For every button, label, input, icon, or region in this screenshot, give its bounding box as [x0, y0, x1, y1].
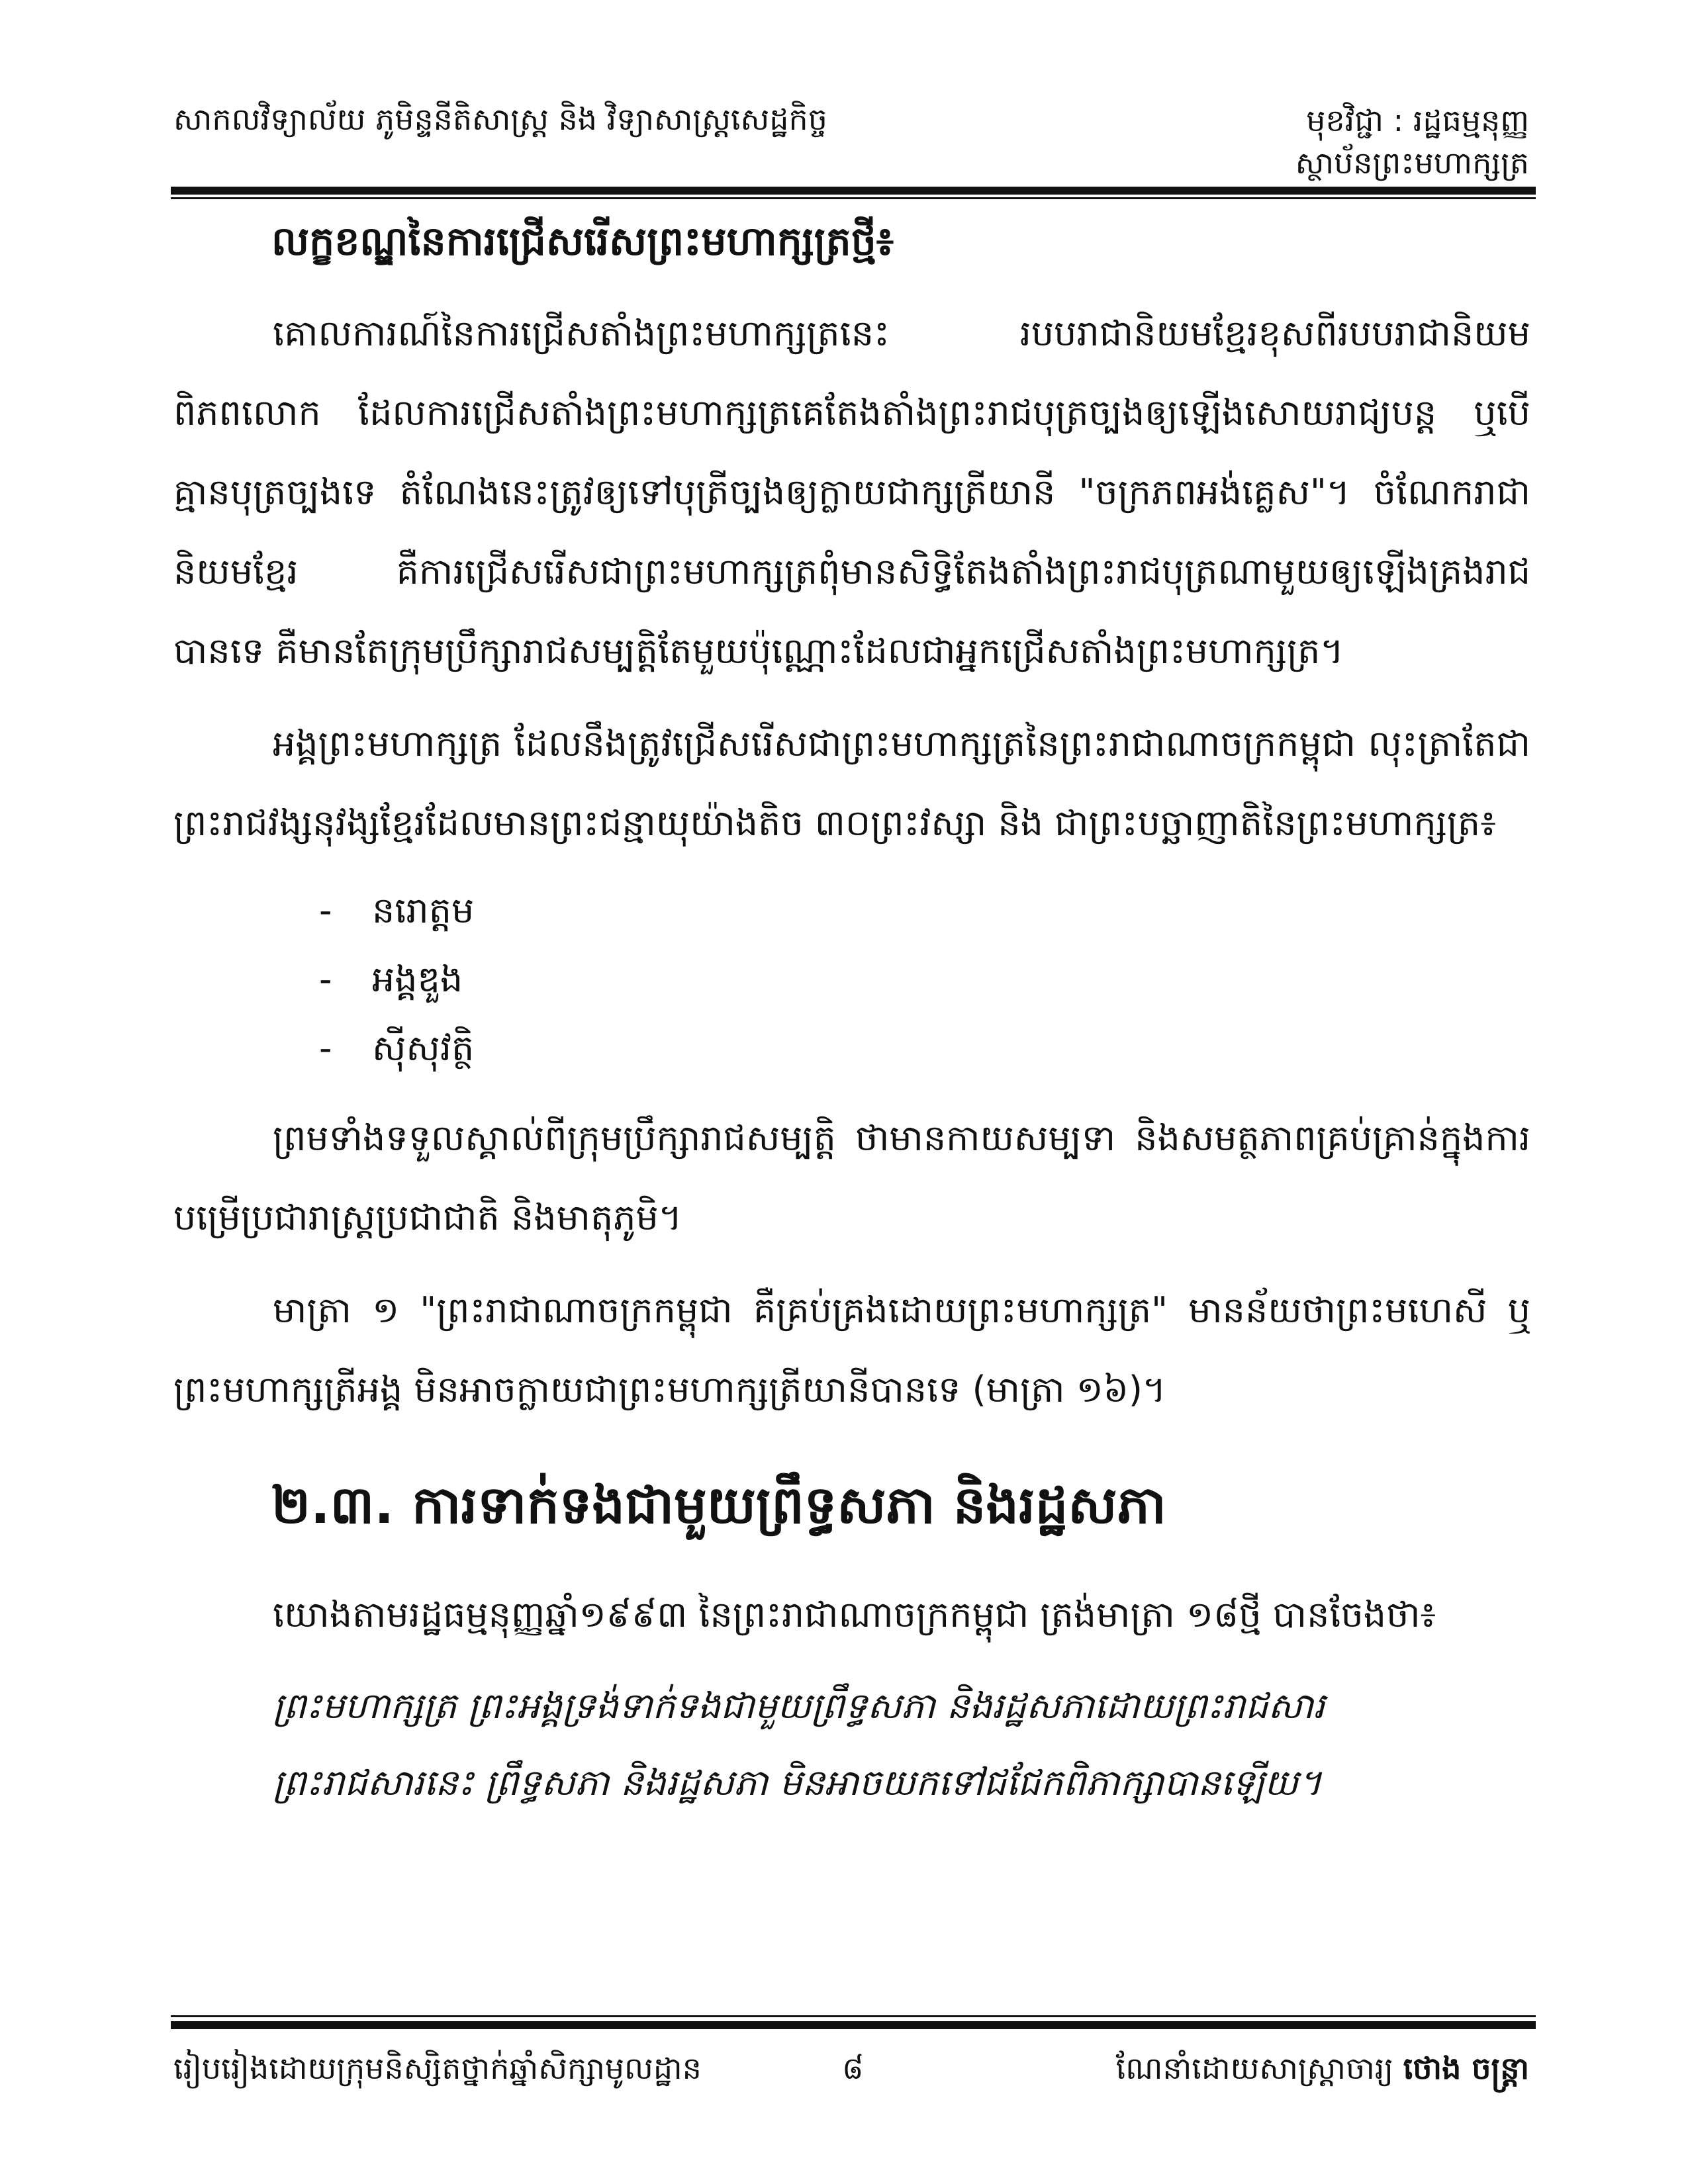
list-item: - អង្គឌួង [319, 945, 1530, 1014]
footer-advisor-label: ណែនាំដោយសាស្ត្រាចារ្យ [1115, 2050, 1394, 2086]
paragraph-5: យោងតាមរដ្ឋធម្មនុញ្ញឆ្នាំ១៩៩៣ នៃព្រះរាជាណាចក្រកម្ពុជា ត្រង់មាត្រា ១៨ថ្មី បានចែងថា៖ [273, 1594, 1436, 1635]
paragraph-3: ព្រមទាំងទទួលស្គាល់ពីក្រុមប្រឹក្សារាជសម្បត្តិ ថាមានកាយសម្បទា និងសមត្ថភាពគ្រប់គ្រាន់ក្នុងការបម្រើប្រជារាស្ត្រប្រជាជាតិ និងមាតុភូមិ។ [173, 1117, 1530, 1238]
royal-lineage-list [173, 876, 1530, 1083]
paragraph-1: គោលការណ៍នៃការជ្រើសតាំងព្រះមហាក្សត្រនេះ របបរាជានិយមខ្មែរខុសពីរបបរាជានិយមពិភពលោក ដែលការជ្រើសតាំងព្រះមហាក្សត្រគេតែងតាំងព្រះរាជបុត្រច្បងឲ្យឡើងសោយរាជ្យបន្ត ឬបើគ្មានបុត្រច្បងទេ តំណែងនេះត្រូវឲ្យទៅបុត្រីច្បងឲ្យក្លាយជាក្សត្រីយានី "ចក្រភពអង់គ្លេស"។ ចំណែករាជានិយមខ្មែរ គឺការជ្រើសរើសជាព្រះមហាក្សត្រពុំមានសិទ្ធិតែងតាំងព្រះរាជបុត្រណាមួយឲ្យឡើងគ្រងរាជបានទេ គឺមានតែក្រុមប្រឹក្សារាជសម្បត្តិតែមួយប៉ុណ្ណោះដែលជាអ្នកជ្រើសតាំងព្រះមហាក្សត្រ។ [173, 312, 1530, 672]
quote-line-1: ព្រះមហាក្សត្រ ព្រះអង្គទ្រង់ទាក់ទងជាមួយព្រឹទ្ធសភា និងរដ្ឋសភាដោយព្រះរាជសារ [273, 1685, 1325, 1727]
paragraph-2: អង្គព្រះមហាក្សត្រ ដែលនឹងត្រូវជ្រើសរើសជាព្រះមហាក្សត្រនៃព្រះរាជាណាចក្រកម្ពុជា លុះត្រាតែជាព្រះរាជវង្សនុវង្សខ្មែរដែលមានព្រះជន្មាយុយ៉ាងតិច ៣០ព្រះវស្សា និង ជាព្រះបច្ឆាញាតិនៃព្រះមហាក្សត្រ៖ [173, 723, 1530, 844]
header-topic: ស្ថាប័នព្រះមហាក្សត្រ [1295, 145, 1529, 181]
list-item: - ស៊ីសុវត្ថិ [319, 1014, 1530, 1083]
list-item: - នរោត្តម [319, 876, 1530, 945]
header-university: សាកលវិទ្យាល័យ ភូមិន្ទនីតិសាស្ត្រ និង វិទ្យាសាស្ត្រសេដ្ឋកិច្ច [173, 101, 827, 137]
quote-line-2: ព្រះរាជសារនេះ ព្រឹទ្ធសភា និងរដ្ឋសភា មិនអាចយកទៅជជែកពិភាក្សាបានឡើយ។ [273, 1762, 1322, 1803]
main-content [173, 199, 1530, 1821]
header-course [1295, 99, 1529, 184]
subheading: លក្ខខណ្ឌនៃការជ្រើសរើសព្រះមហាក្សត្រថ្មី៖ [271, 218, 894, 265]
section-title: ២.៣. ការទាក់ទងជាមួយព្រឹទ្ធសភា និងរដ្ឋសភា [271, 1476, 1166, 1535]
footer-rule-thin [171, 2015, 1536, 2017]
header-subject: មុខវិជ្ជា : រដ្ឋធម្មនុញ្ញ [1306, 103, 1529, 138]
page-number: ៨ [842, 2050, 864, 2086]
paragraph-4: មាត្រា ១ "ព្រះរាជាណាចក្រកម្ពុជា គឺគ្រប់គ្រងដោយព្រះមហាក្សត្រ" មានន័យថាព្រះមហេសី ឬព្រះមហាក្សត្រីអង្គ មិនអាចក្លាយជាព្រះមហាក្សត្រីយានីបានទេ (មាត្រា ១៦)។ [173, 1289, 1530, 1410]
footer-prepared-by: រៀបរៀងដោយក្រុមនិស្សិតថ្នាក់ឆ្នាំសិក្សាមូលដ្ឋាន [173, 2050, 702, 2086]
footer-advisor [1116, 2048, 1529, 2088]
footer-advisor-name: ថោង ចន្ត្រា [1403, 2050, 1529, 2086]
footer-rule-thick [171, 2021, 1536, 2029]
header-rule-thick [171, 187, 1536, 195]
